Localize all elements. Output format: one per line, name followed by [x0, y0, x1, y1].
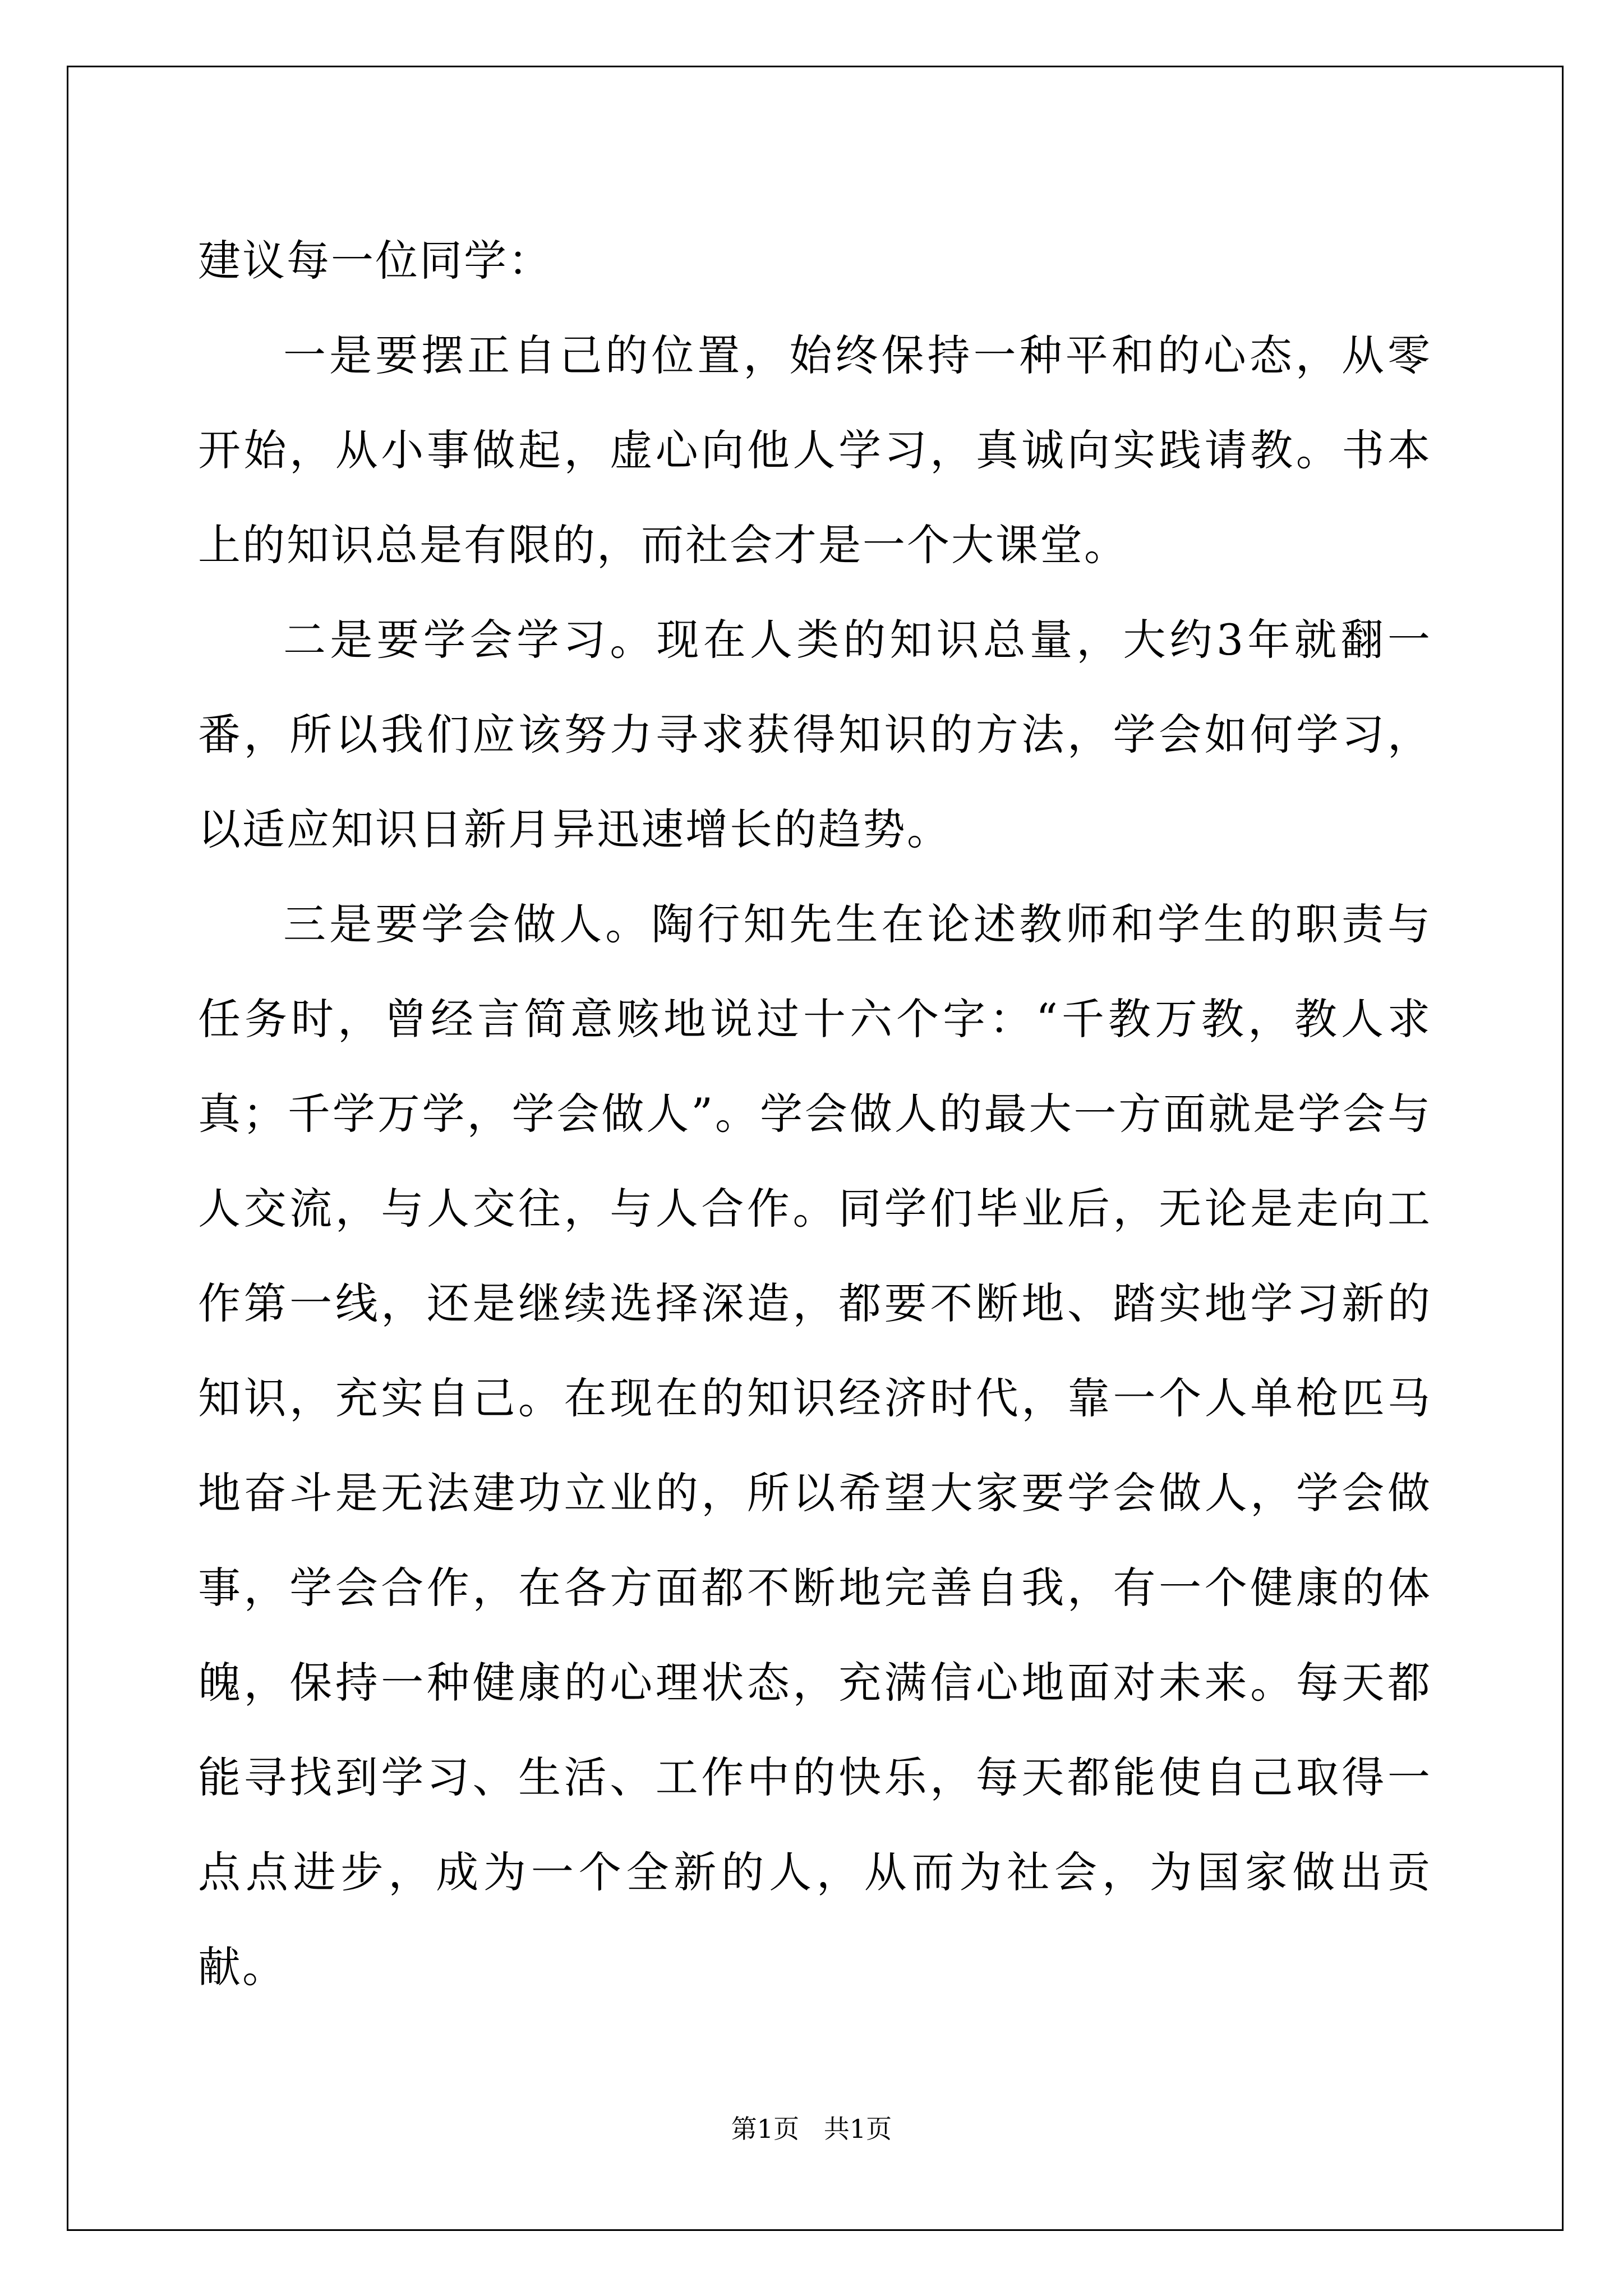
paragraph-2: 二是要学会学习。现在人类的知识总量，大约3年就翻一番，所以我们应该努力寻求获得知识的方法，学会如何学习，以适应知识日新月异迅速增长的趋势。: [198, 615, 1432, 854]
page-footer: 第1页 共1页: [731, 2114, 892, 2144]
paragraph-1: 一是要摆正自己的位置，始终保持一种平和的心态，从零开始，从小事做起，虚心向他人学习，真诚向实践请教。书本上的知识总是有限的，而社会才是一个大课堂。: [198, 330, 1432, 570]
document-body: [198, 213, 1432, 2014]
greeting-line: 建议每一位同学：: [198, 236, 552, 286]
paragraph-3: 三是要学会做人。陶行知先生在论述教师和学生的职责与任务时，曾经言简意赅地说过十六个字：“千教万教，教人求真；千学万学，学会做人”。学会做人的最大一方面就是学会与人交流，与人交往，与人合作。同学们毕业后，无论是走向工作第一线，还是继续选择深造，都要不断地、踏实地学习新的知识，充实自己。在现在的知识经济时代，靠一个人单枪匹马地奋斗是无法建功立业的，所以希望大家要学会做人，学会做事，学会合作，在各方面都不断地完善自我，有一个健康的体魄，保持一种健康的心理状态，充满信心地面对未来。每天都能寻找到学习、生活、工作中的快乐，每天都能使自己取得一点点进步，成为一个全新的人，从而为社会，为国家做出贡献。: [198, 899, 1432, 1992]
